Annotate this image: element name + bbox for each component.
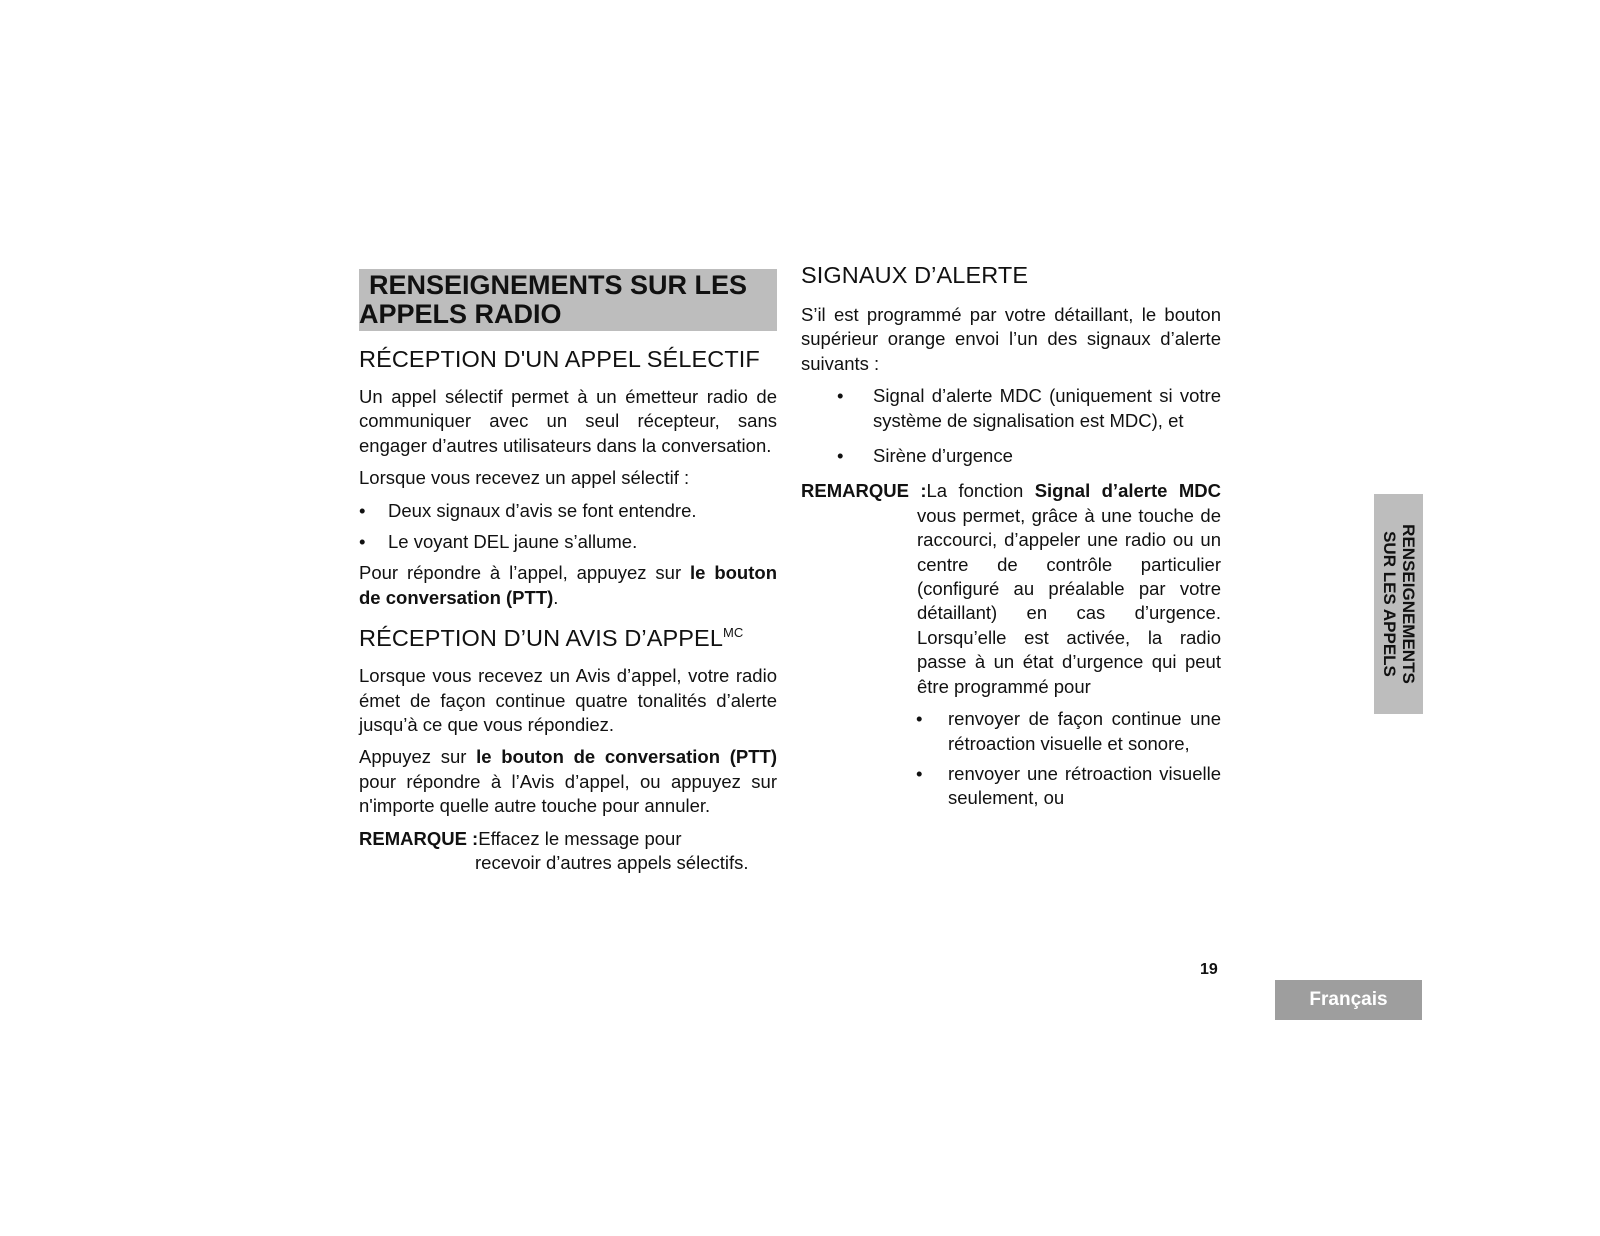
bullet-glyph: •	[837, 445, 844, 467]
side-tab-line-2: SUR LES APPELS	[1379, 531, 1399, 677]
note-text-line1: Effacez le message pour	[478, 827, 682, 849]
side-tab-line-1: RENSEIGNEMENTS	[1398, 524, 1418, 684]
chapter-side-tab	[1374, 494, 1423, 714]
bullet-glyph: •	[359, 531, 366, 553]
paragraph-selective-intro: Un appel sélectif permet à un émetteur radio de communiquer avec un seul récepteur, sans engager d’autres utilisateurs dans la conversation.	[359, 386, 777, 456]
list-item: • renvoyer de façon continue une rétroaction visuelle et sonore,	[916, 708, 1221, 754]
paragraph-call-alert: Lorsque vous recevez un Avis d’appel, votre radio émet de façon continue quatre tonalités d’alerte jusqu’à ce que vous répondiez.	[359, 665, 777, 736]
paragraph-press-ptt: Appuyez sur le bouton de conversation (PTT) pour répondre à l’Avis d’appel, ou appuyez sur n'importe quelle autre touche pour annuler.	[359, 746, 777, 817]
ptt-button-ref: le bouton de conversation (PTT)	[359, 562, 777, 608]
page-number: 19	[1200, 961, 1218, 978]
bullet-glyph: •	[837, 385, 844, 407]
note-label: REMARQUE :	[801, 480, 927, 502]
list-item: • Le voyant DEL jaune s’allume.	[359, 530, 777, 554]
selective-bullet-list	[359, 499, 777, 555]
paragraph-to-answer: Pour répondre à l’appel, appuyez sur le bouton de conversation (PTT).	[359, 562, 777, 608]
paragraph-alert-intro: S’il est programmé par votre détaillant, le bouton supérieur orange envoi l’un des signaux d’alerte suivants :	[801, 304, 1221, 374]
language-tab: Français	[1275, 980, 1422, 1020]
paragraph-when-receive: Lorsque vous recevez un appel sélectif :	[359, 467, 690, 489]
section-banner	[359, 269, 777, 331]
ptt-button-ref: le bouton de conversation (PTT)	[476, 746, 777, 768]
mdc-alert-ref: Signal d’alerte MDC	[1034, 480, 1221, 502]
note-right: REMARQUE :La fonction Signal d’alerte MDC vous permet, grâce à une touche de raccourci, d’appeler une radio ou un centre de contrôle particulier (configuré au préalable par votre détaillant) en cas d’urgence. Lorsqu’elle est activée, la radio passe à un état d’urgence qui peut être programmé pour	[801, 480, 1221, 697]
note-text-line2: recevoir d’autres appels sélectifs.	[475, 852, 749, 874]
bullet-glyph: •	[359, 499, 366, 521]
list-item: • renvoyer une rétroaction visuelle seulement, ou	[916, 762, 1221, 809]
heading-selective-call: RÉCEPTION D'UN APPEL SÉLECTIF	[359, 346, 760, 372]
banner-line-2: APPELS RADIO	[359, 299, 562, 329]
list-item: • Signal d’alerte MDC (uniquement si votre système de signalisation est MDC), et	[837, 385, 1221, 431]
list-item: • Deux signaux d’avis se font entendre.	[359, 499, 777, 523]
note-left	[359, 827, 777, 876]
list-item: • Sirène d’urgence	[837, 444, 1221, 468]
banner-line-1: RENSEIGNEMENTS SUR LES	[369, 270, 748, 300]
bullet-glyph: •	[916, 762, 923, 784]
note-label: REMARQUE :	[359, 827, 479, 849]
heading-alert-signals: SIGNAUX D’ALERTE	[801, 262, 1029, 288]
bullet-glyph: •	[916, 708, 923, 730]
emergency-bullet-list	[916, 707, 1221, 811]
left-column	[359, 269, 777, 884]
trademark-superscript: MC	[723, 625, 744, 641]
alert-bullet-list	[837, 384, 1221, 468]
right-column	[801, 261, 1221, 817]
heading-call-alert: RÉCEPTION D’UN AVIS $D’APPEL^{MC}$	[359, 625, 744, 652]
